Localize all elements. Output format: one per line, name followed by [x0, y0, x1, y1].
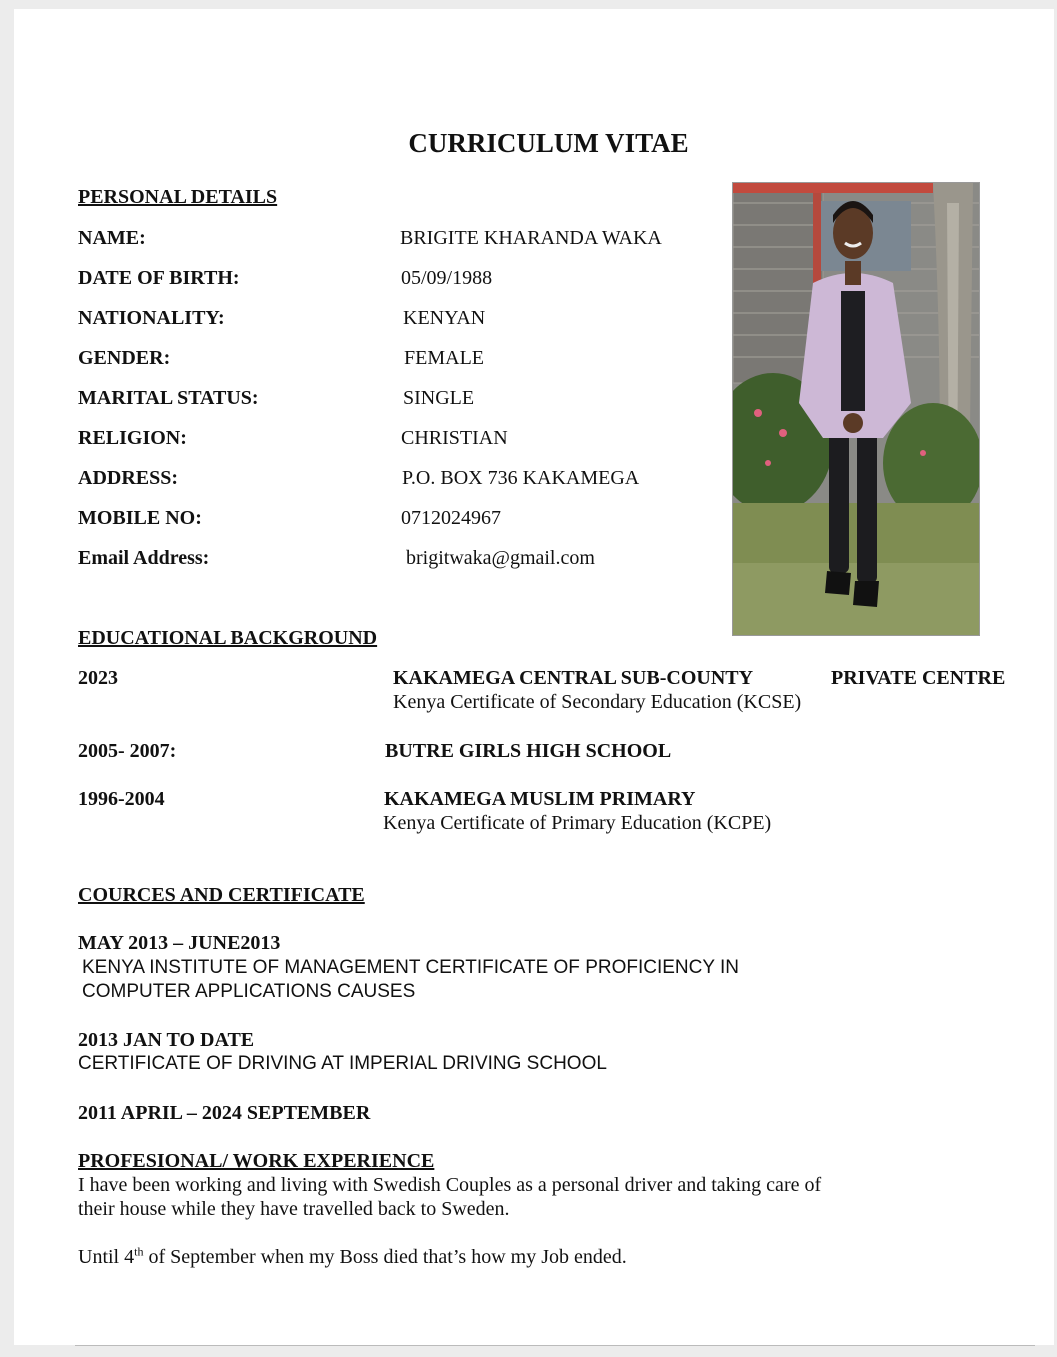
religion-label: RELIGION:	[78, 427, 187, 449]
course-line-1b: COMPUTER APPLICATIONS CAUSES	[82, 981, 416, 1002]
work-until-line	[78, 1246, 627, 1269]
religion-value: CHRISTIAN	[401, 427, 508, 449]
page-title: CURRICULUM VITAE	[408, 128, 689, 158]
course-period-2: 2013 JAN TO DATE	[78, 1029, 255, 1051]
name-value: BRIGITE KHARANDA WAKA	[400, 227, 662, 249]
course-period-3: 2011 APRIL – 2024 SEPTEMBER	[78, 1102, 371, 1124]
work-heading: PROFESIONAL/ WORK EXPERIENCE	[78, 1150, 435, 1172]
work-until-sup: th	[134, 1244, 144, 1259]
edu-school-butre: BUTRE GIRLS HIGH SCHOOL	[385, 740, 672, 762]
personal-details-heading: PERSONAL DETAILS	[78, 186, 278, 208]
nationality-label: NATIONALITY:	[78, 307, 225, 329]
gender-value: FEMALE	[404, 347, 484, 369]
course-line-1a: KENYA INSTITUTE OF MANAGEMENT CERTIFICATE OF PROFICIENCY IN	[82, 957, 739, 978]
work-line-1: I have been working and living with Swedish Couples as a personal driver and taking care of	[78, 1174, 822, 1196]
edu-school-kakamega-central: KAKAMEGA CENTRAL SUB-COUNTY	[393, 667, 754, 689]
address-label: ADDRESS:	[78, 467, 179, 489]
address-value: P.O. BOX 736 KAKAMEGA	[402, 467, 640, 489]
email-value: brigitwaka@gmail.com	[406, 547, 595, 569]
edu-private-centre: PRIVATE CENTRE	[831, 667, 1006, 689]
person-photo-icon	[732, 182, 980, 636]
edu-years-2005: 2005- 2007:	[78, 740, 177, 762]
course-line-2: CERTIFICATE OF DRIVING AT IMPERIAL DRIVING SCHOOL	[78, 1053, 607, 1074]
nationality-value: KENYAN	[403, 307, 486, 329]
dob-value: 05/09/1988	[401, 267, 493, 289]
courses-heading: COURCES AND CERTIFICATE	[78, 884, 365, 906]
edu-cert-kcse: Kenya Certificate of Secondary Education (KCSE)	[393, 691, 802, 713]
edu-years-1996: 1996-2004	[78, 788, 165, 810]
page-footer-divider	[75, 1345, 1035, 1346]
dob-label: DATE OF BIRTH:	[78, 267, 240, 289]
edu-school-kakamega-muslim: KAKAMEGA MUSLIM PRIMARY	[384, 788, 696, 810]
mobile-label: MOBILE NO:	[78, 507, 202, 529]
marital-status-value: SINGLE	[403, 387, 475, 409]
edu-years-2023: 2023	[78, 667, 118, 689]
gender-label: GENDER:	[78, 347, 171, 369]
mobile-value: 0712024967	[401, 507, 501, 529]
marital-status-label: MARITAL STATUS:	[78, 387, 259, 409]
email-label: Email Address:	[78, 547, 210, 569]
work-until-post: of September when my Boss died that’s how my Job ended.	[143, 1246, 627, 1268]
course-period-1: MAY 2013 – JUNE2013	[78, 932, 281, 954]
education-heading: EDUCATIONAL BACKGROUND	[78, 627, 378, 649]
edu-cert-kcpe: Kenya Certificate of Primary Education (KCPE)	[383, 812, 772, 834]
work-line-2: their house while they have travelled back to Sweden.	[78, 1198, 510, 1220]
name-label: NAME:	[78, 227, 146, 249]
work-until-pre: Until 4	[78, 1246, 135, 1268]
